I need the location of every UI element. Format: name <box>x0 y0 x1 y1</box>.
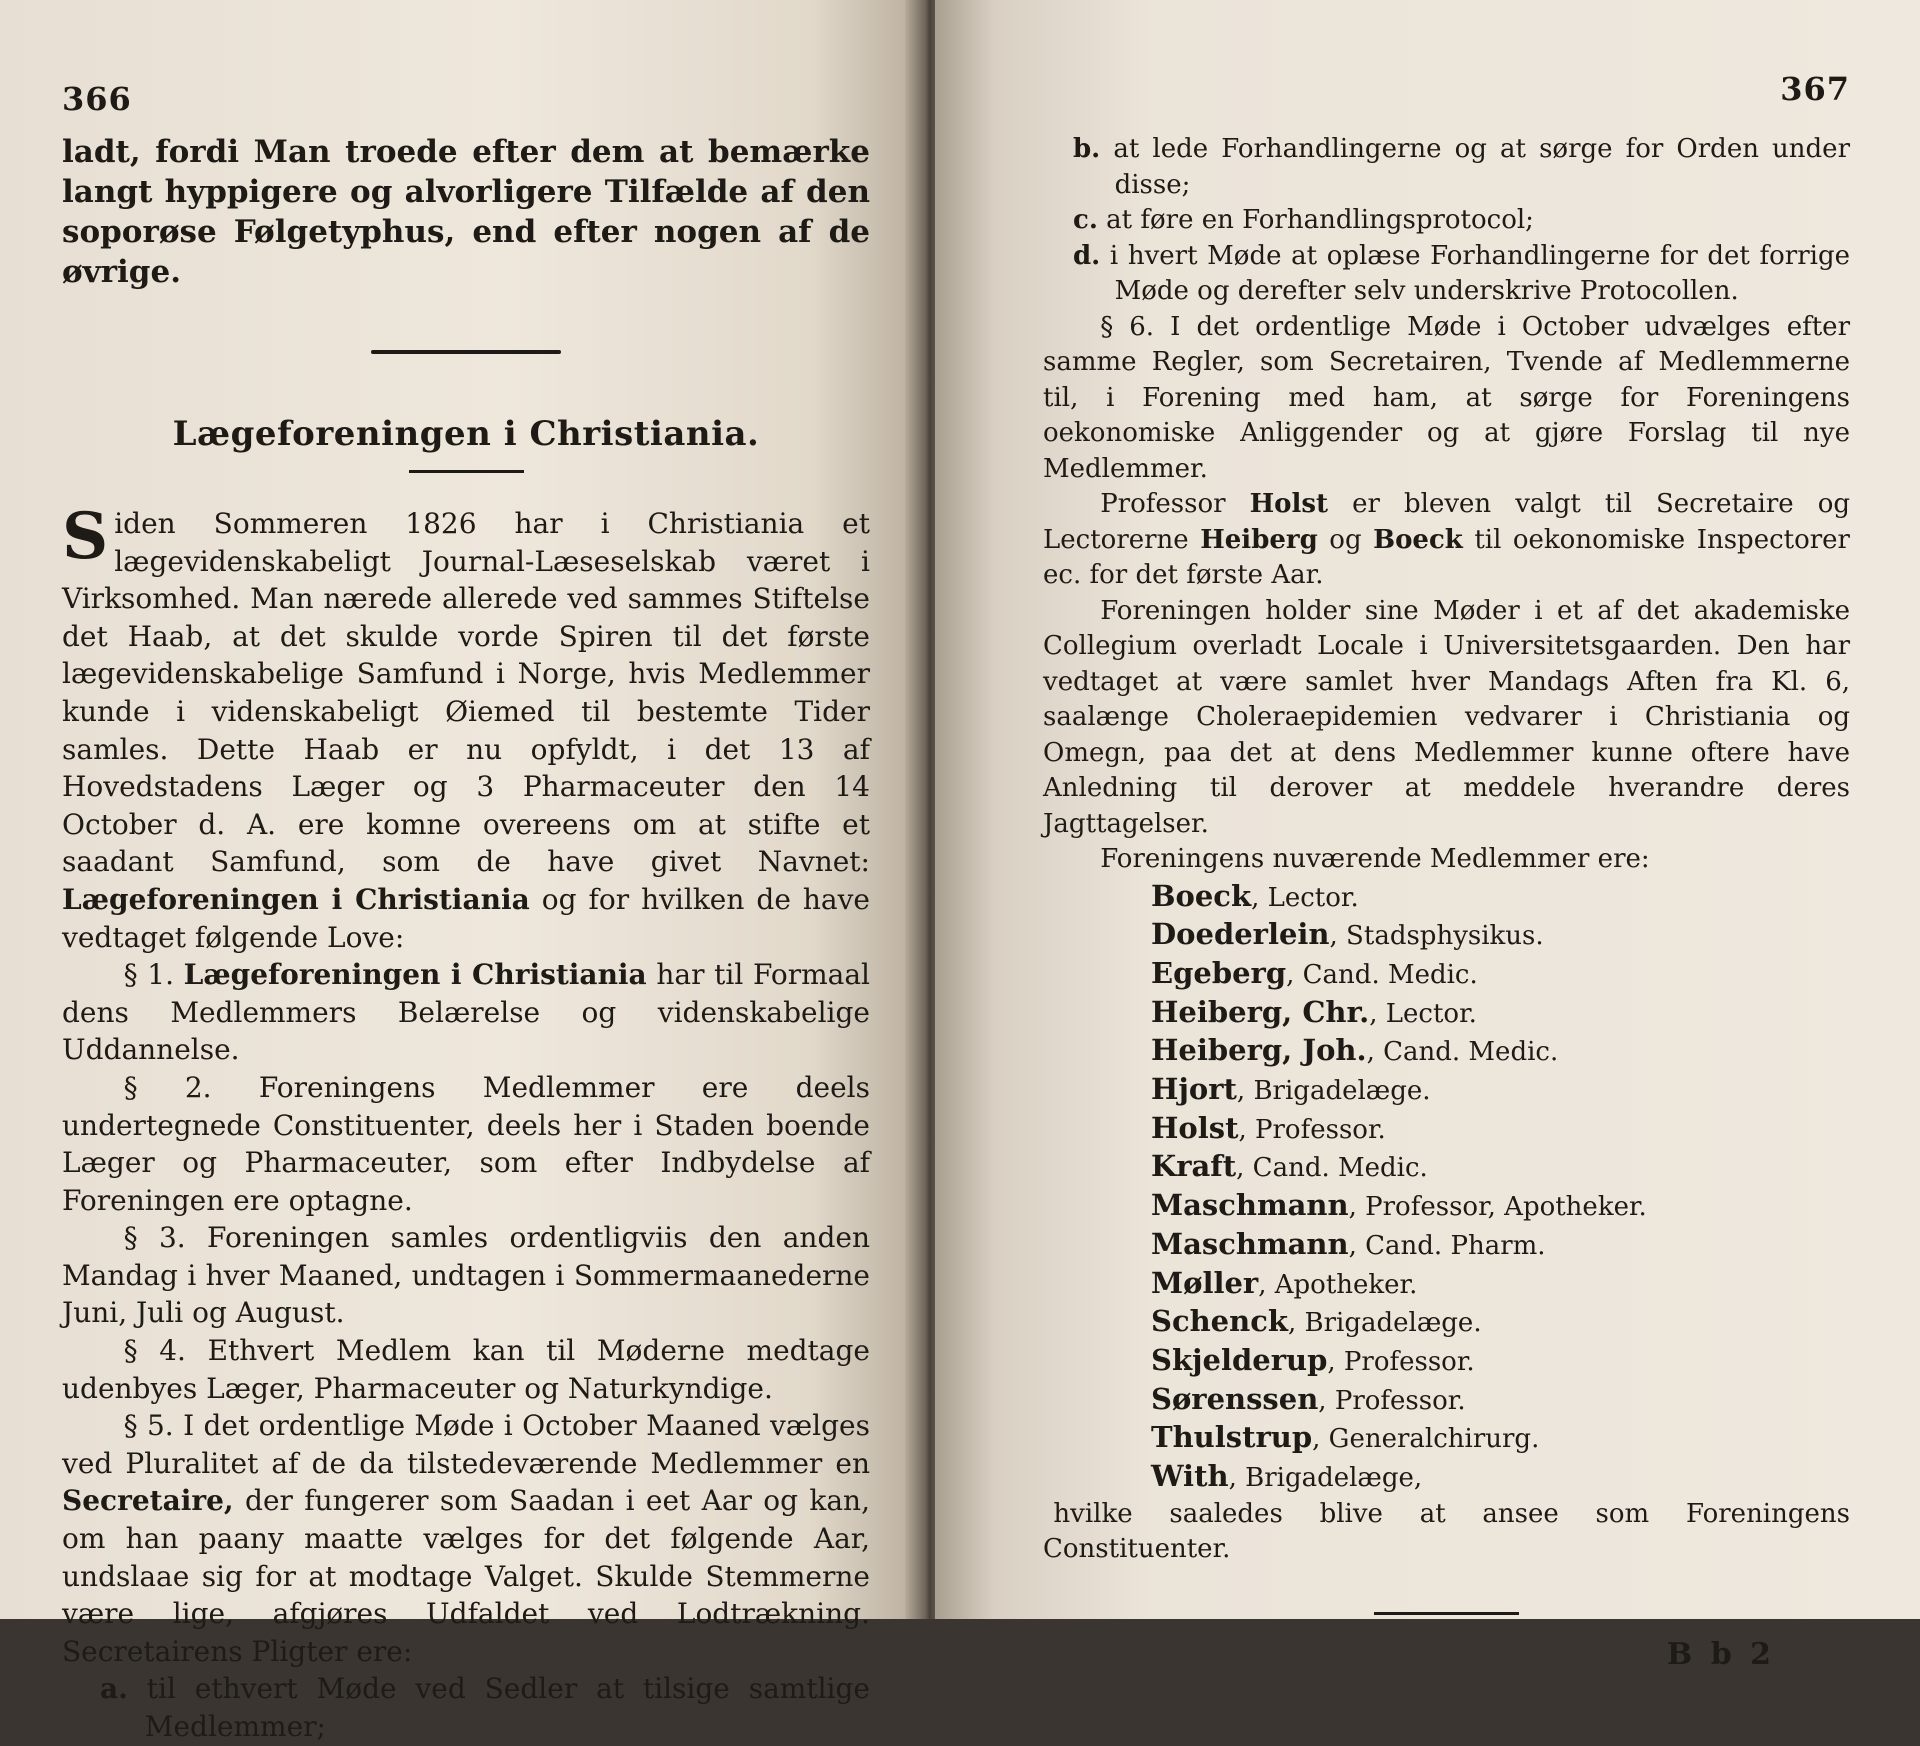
members-list <box>1151 878 1850 1497</box>
member-title: , Cand. Medic. <box>1366 1037 1559 1068</box>
member-entry <box>1151 878 1850 917</box>
member-title: , Generalchirurg. <box>1312 1424 1540 1455</box>
member-entry <box>1151 1342 1850 1381</box>
closing-line: hvilke saaledes blive at ansee som Foreningens Constituenter. <box>1043 1498 1850 1565</box>
member-name: With <box>1151 1459 1229 1494</box>
page-number-right: 367 <box>1780 70 1850 108</box>
item-a-text: til ethvert Møde ved Sedler at tilsige samtlige Medlemmer; <box>144 1672 870 1743</box>
elected-name-boeck: Boeck <box>1373 524 1463 555</box>
section-2-label: § 2. <box>123 1070 212 1104</box>
member-name: Heiberg, Joh. <box>1151 1033 1367 1068</box>
member-name: Maschmann <box>1151 1188 1349 1223</box>
section-3-label: § 3. <box>123 1221 186 1255</box>
member-entry <box>1151 1110 1850 1149</box>
meetings-paragraph: Foreningen holder sine Møder i et af det akademiske Collegium overladt Locale i Universitetsgaarden. Den har vedtaget at være samlet hver Mandags Aften fra Kl. 6, saalænge Choleraepidemien vedvarer i Christiania og Omegn, paa det at dens Medlemmer kunne oftere have Anledning til derover at meddele hverandre deres Jagttagelser. <box>1043 595 1850 839</box>
member-name: Kraft <box>1151 1149 1237 1184</box>
member-name: Skjelderup <box>1151 1342 1328 1377</box>
section-4 <box>62 1332 870 1407</box>
section-5-bold: Secretaire, <box>62 1484 234 1518</box>
section-5-label: § 5. <box>123 1409 174 1443</box>
member-name: Heiberg, Chr. <box>1151 994 1370 1029</box>
item-c-text: at føre en Forhandlingsprotocol; <box>1106 205 1534 235</box>
item-a-label: a. <box>100 1672 128 1706</box>
section-heading: Lægeforeningen i Christiania. <box>172 414 760 454</box>
member-title: , Brigadelæge. <box>1287 1308 1482 1339</box>
section-divider <box>371 350 561 354</box>
member-title: , Lector. <box>1251 882 1359 913</box>
member-entry <box>1151 1419 1850 1458</box>
page-number-left: 366 <box>62 80 132 118</box>
section-1-text: har til Formaal dens Medlemmers Belærelse og videnskabelige Uddannelse. <box>62 958 870 1067</box>
member-name: Thulstrup <box>1151 1420 1313 1455</box>
elected-text-4: til oekonomiske Inspectorer ec. for det første Aar. <box>1043 524 1850 590</box>
member-entry <box>1151 994 1850 1033</box>
elected-paragraph <box>1043 487 1850 594</box>
member-name: Holst <box>1151 1110 1239 1145</box>
end-divider <box>1374 1612 1519 1615</box>
item-c <box>1073 203 1850 239</box>
member-entry <box>1151 1458 1850 1497</box>
item-d-label: d. <box>1073 240 1101 271</box>
item-b-label: b. <box>1073 134 1101 164</box>
member-title: , Professor. <box>1238 1114 1386 1145</box>
member-title: , Cand. Pharm. <box>1348 1230 1546 1261</box>
member-entry <box>1151 1148 1850 1187</box>
member-entry <box>1151 1071 1850 1110</box>
member-title: , Professor. <box>1318 1385 1466 1416</box>
member-title: , Professor, Apotheker. <box>1348 1192 1647 1223</box>
signature-mark: B b 2 <box>1666 1636 1775 1672</box>
elected-name-holst: Holst <box>1249 489 1329 519</box>
drop-cap: S <box>62 499 109 574</box>
heading-underline <box>409 470 524 473</box>
elected-text-2: er bleven valgt til Secretaire og Lectorerne <box>1043 489 1851 555</box>
section-6-text: I det ordentlige Møde i October udvælges efter samme Regler, som Secretairen, Tvende af Medlemmerne til, i Forening med ham, at sørge for Foreningens oekonomiske Anliggender og at gjøre Forslag til nye Medlemmer. <box>1043 311 1851 484</box>
member-title: , Brigadelæge, <box>1228 1463 1423 1494</box>
member-title: , Apotheker. <box>1258 1269 1418 1300</box>
member-entry <box>1151 1032 1850 1071</box>
section-5-text-end: der fungerer som Saadan i eet Aar og kan, om han paany maatte vælges for det følgende Aar, undslaae sig for at modtage Valget. Skulde Stemmerne være lige, afgjøres Udfaldet ved Lodtrækning. Secretairens Pligter ere: <box>62 1484 870 1668</box>
member-entry <box>1151 1226 1850 1265</box>
section-2-text: Foreningens Medlemmer ere deels undertegnede Constituenter, deels her i Staden boende Læger og Pharmaceuter, som efter Indbydelse af Foreningen ere optagne. <box>62 1070 870 1217</box>
section-1-bold: Lægeforeningen i Christiania <box>183 958 647 992</box>
intro-text-end: og for hvilken de have vedtaget følgende Love: <box>62 882 870 954</box>
section-5-text: I det ordentlige Møde i October Maaned vælges ved Pluralitet af de da tilstedeværende Medlemmer en <box>62 1409 870 1480</box>
section-6-label: § 6. <box>1100 311 1155 342</box>
section-2 <box>62 1069 870 1219</box>
section-5 <box>62 1407 870 1670</box>
section-1-label: § 1. <box>123 958 174 992</box>
member-name: Egeberg <box>1151 955 1287 990</box>
member-title: , Professor. <box>1327 1346 1475 1377</box>
member-name: Møller <box>1151 1265 1259 1300</box>
right-page-text <box>1043 132 1850 1672</box>
member-name: Schenck <box>1151 1304 1288 1339</box>
intro-paragraph <box>62 499 870 956</box>
member-title: , Cand. Medic. <box>1236 1153 1428 1184</box>
intro-text: iden Sommeren 1826 har i Christiania et lægevidenskabeligt Journal-Læseselskab været i Virksomhed. Man nærede allerede ved sammes Stiftelse det Haab, at det skulde vorde Spiren til det første lægevidenskabelige Samfund i Norge, hvis Medlemmer kunde i videnskabeligt Øiemed til bestemte Tider samles. Dette Haab er nu opfyldt, i det 13 af Hovedstadens Læger og 3 Pharmaceuter den 14 October d. A. ere komne overeens om at stifte et saadant Samfund, som de have givet Navnet: <box>62 507 870 879</box>
section-4-text: Ethvert Medlem kan til Møderne medtage udenbyes Læger, Pharmaceuter og Naturkyndige. <box>62 1334 870 1405</box>
item-c-label: c. <box>1073 205 1098 235</box>
members-intro: Foreningens nuværende Medlemmer ere: <box>1100 844 1650 874</box>
item-d <box>1073 239 1850 310</box>
member-entry <box>1151 1265 1850 1304</box>
elected-name-heiberg: Heiberg <box>1200 524 1318 555</box>
left-page-text <box>62 132 870 1746</box>
member-name: Boeck <box>1151 878 1252 913</box>
continuation-paragraph: ladt, fordi Man troede efter dem at bemærke langt hyppigere og alvorligere Tilfælde af den soporøse Følgetyphus, end efter nogen af de øvrige. <box>62 134 870 290</box>
section-4-label: § 4. <box>123 1334 186 1368</box>
member-entry <box>1151 1303 1850 1342</box>
member-entry <box>1151 916 1850 955</box>
item-d-text: i hvert Møde at oplæse Forhandlingerne for det forrige Møde og derefter selv underskrive Protocollen. <box>1109 240 1850 306</box>
member-name: Sørenssen <box>1151 1381 1319 1416</box>
elected-text-1: Professor <box>1100 489 1226 519</box>
member-title: , Stadsphysikus. <box>1329 921 1544 952</box>
member-name: Hjort <box>1151 1072 1237 1107</box>
member-name: Doederlein <box>1151 917 1330 952</box>
member-title: , Cand. Medic. <box>1286 959 1478 990</box>
section-3 <box>62 1219 870 1332</box>
item-b <box>1073 132 1850 203</box>
society-name: Lægeforeningen i Christiania <box>62 882 530 916</box>
member-entry <box>1151 1381 1850 1420</box>
item-b-text: at lede Forhandlingerne og at sørge for Orden under disse; <box>1113 134 1850 200</box>
member-title: , Brigadelæge. <box>1236 1076 1431 1107</box>
right-page <box>935 0 1920 1672</box>
member-entry <box>1151 1187 1850 1226</box>
section-6 <box>1043 310 1850 488</box>
left-page <box>0 0 920 1743</box>
member-name: Maschmann <box>1151 1226 1349 1261</box>
item-a <box>100 1670 870 1745</box>
elected-text-3: og <box>1329 524 1362 555</box>
section-1 <box>62 956 870 1069</box>
member-entry <box>1151 955 1850 994</box>
section-3-text: Foreningen samles ordentligviis den anden Mandag i hver Maaned, undtagen i Sommermaanederne Juni, Juli og August. <box>62 1221 870 1330</box>
member-title: , Lector. <box>1369 998 1477 1029</box>
